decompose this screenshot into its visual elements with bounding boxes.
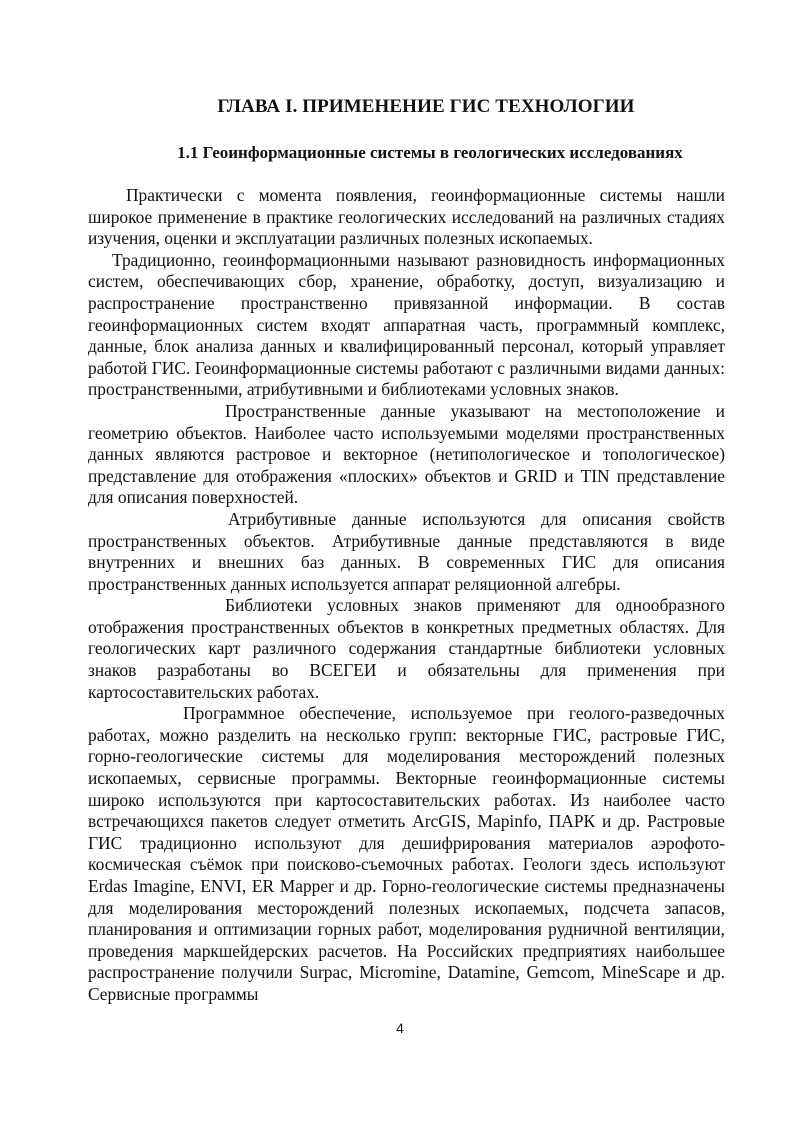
- paragraph-4: Атрибутивные данные используются для описания свойств пространственных объектов. Атрибутивные данные представляются в виде внутренних и внешних баз данных. В современных ГИС для описания пространственных данных используется аппарат реляционной алгебры.: [88, 508, 725, 594]
- paragraph-3: Пространственные данные указывают на местоположение и геометрию объектов. Наиболее часто используемыми моделями пространственных данных являются растровое и векторное (нетипологическое и топологическое) представление для отображения «плоских» объектов и GRID и TIN представление для описания поверхностей.: [88, 400, 725, 508]
- section-title: 1.1 Геоинформационные системы в геологических исследованиях: [177, 143, 683, 162]
- paragraph-5: Библиотеки условных знаков применяют для однообразного отображения пространственных объектов в конкретных предметных областях. Для геологических карт различного содержания стандартные библиотеки условных знаков разработаны во ВСЕГЕИ и обязательны для применения при картосоставительских работах.: [88, 595, 725, 702]
- page-number: 4: [396, 1020, 404, 1036]
- body-text: [88, 185, 725, 1006]
- chapter-title: ГЛАВА I. ПРИМЕНЕНИЕ ГИС ТЕХНОЛОГИИ: [217, 96, 635, 117]
- paragraph-2: Традиционно, геоинформационными называют разновидность информационных систем, обеспечивающих сбор, хранение, обработку, доступ, визуализацию и распространение пространственно привязанной информации. В состав геоинформационных систем входят аппаратная часть, программный комплекс, данные, блок анализа данных и квалифицированный персонал, который управляет работой ГИС. Геоинформационные системы работают с различными видами данных: пространственными, атрибутивными и библиотеками условных знаков.: [88, 249, 725, 400]
- paragraph-1: Практически с момента появления, геоинформационные системы нашли широкое применение в практике геологических исследований на различных стадиях изучения, оценки и эксплуатации различных полезных ископаемых.: [88, 185, 725, 249]
- paragraph-6: Программное обеспечение, используемое при геолого-разведочных работах, можно разделить на несколько групп: векторные ГИС, растровые ГИС, горно-геологические системы для моделирования месторождений полезных ископаемых, сервисные программы. Векторные геоинформационные системы широко используются при картосоставительских работах. Из наиболее часто встречающихся пакетов следует отметить ArcGIS, Mapinfo, ПАРК и др. Растровые ГИС традиционно используют для дешифрирования материалов аэрофото-космическая съёмок при поисково-съемочных работах. Геологи здесь используют Erdas Imagine, ENVI, ER Mapper и др. Горно-геологические системы предназначены для моделирования месторождений полезных ископаемых, подсчета запасов, планирования и оптимизации горных работ, моделирования рудничной вентиляции, проведения маркшейдерских расчетов. На Российских предприятиях наибольшее распространение получили Surpac, Micromine, Datamine, Gemcom, MineScape и др. Сервисные программы: [88, 703, 725, 1004]
